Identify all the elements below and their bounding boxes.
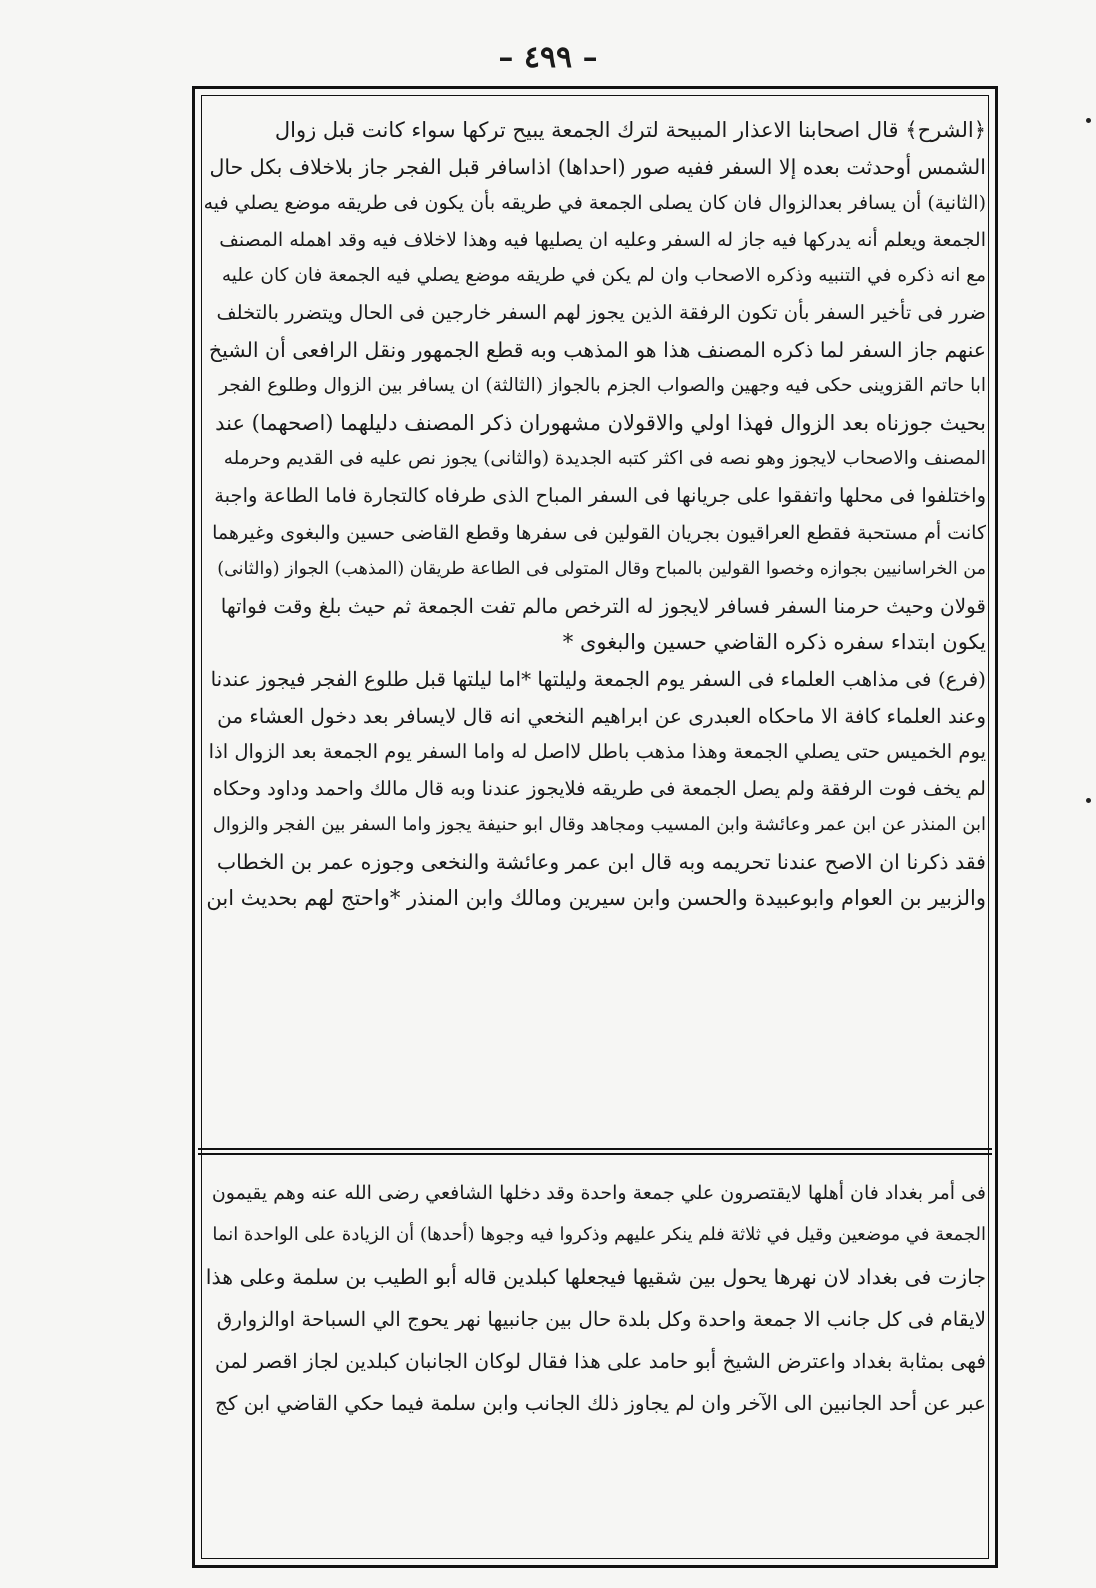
notes-line: الجمعة في موضعين وقيل في ثلاثة فلم ينكر عليهم وذكروا فيه وجوها (أحدها) أن الزيادة على الواحدة انما [212,1224,986,1245]
main-line: (الثانية) أن يسافر بعدالزوال فان كان يصلى الجمعة في طريقه بأن يكون فى طريقه موضع يصلي فيه [204,192,986,215]
notes-line: عبر عن أحد الجانبين الى الآخر وان لم يجاوز ذلك الجانب وابن سلمة فيما حكي القاضي ابن كج [214,1391,986,1415]
main-text-block [204,112,986,1157]
main-line: ﴿الشرح﴾ قال اصحابنا الاعذار المبيحة لترك الجمعة يبيح تركها سواء كانت قبل زوال [274,118,986,142]
main-line: قولان وحيث حرمنا السفر فسافر لايجوز له الترخص مالم تفت الجمعة ثم حيث بلغ وقت فواتها [220,593,986,618]
page-number: – ٤٩٩ – [498,40,598,75]
main-line: يكون ابتداء سفره ذكره القاضي حسين والبغوى * [562,630,986,655]
main-line: الشمس أوحدثت بعده إلا السفر ففيه صور (احداها) اذاسافر قبل الفجر جاز بلاخلاف بكل حال [209,154,986,179]
main-line: الجمعة ويعلم أنه يدركها فيه جاز له السفر وعليه ان يصليها فيه وهذا لاخلاف فيه وقد اهمله المصنف [219,228,986,251]
notes-line: فهى بمثابة بغداد واعترض الشيخ أبو حامد على هذا فقال لوكان الجانبان كبلدين لجاز اقصر لمن [215,1349,986,1373]
main-line: مع انه ذكره في التنبيه وذكره الاصحاب وان لم يكن في طريقه موضع يصلي فيه الجمعة فان كان عليه [221,265,986,287]
main-line: المصنف والاصحاب لايجوز وهو نصه فى اكثر كتبه الجديدة (والثانى) يجوز نص عليه فى القديم وحرمله [223,448,986,470]
main-line: واختلفوا فى محلها واتفقوا على جريانها فى السفر المباح الذى طرفاه كالتجارة فاما الطاعة واجبة [214,483,986,507]
main-line: لم يخف فوت الرفقة ولم يصل الجمعة فى طريقه فلايجوز عندنا وبه قال مالك واحمد وداود وحكاه [212,776,986,800]
main-line: ضرر فى تأخير السفر بأن تكون الرفقة الذين يجوز لهم السفر خارجين فى الحال ويتضرر بالتخلف [216,300,986,324]
main-line: كانت أم مستحبة فقطع العراقيون بجريان القولين فى سفرها وقطع القاضى حسين والبغوى وغيرهما [212,521,986,544]
notes-line: لايقام فى كل جانب الا جمعة واحدة وكل بلدة حال بين جانبيها نهر يحوج الي السباحة اوالزوارق [216,1307,986,1331]
main-line: وعند العلماء كافة الا ماحكاه العبدرى عن ابراهيم النخعي انه قال لايسافر بعد دخول العشاء من [217,703,986,728]
main-line: عنهم جاز السفر لما ذكره المصنف هذا هو المذهب وبه قطع الجمهور ونقل الرافعى أن الشيخ [208,337,986,362]
section-divider [198,1148,992,1150]
notes-line: جازت فى بغداد لان نهرها يحول بين شقيها فيجعلها كبلدين قاله أبو الطيب بن سلمة وعلى هذا [205,1265,986,1289]
main-line: بحيث جوزناه بعد الزوال فهذا اولي والاقولان مشهوران ذكر المصنف دليلهما (اصحهما) عند [215,410,986,435]
main-line: ابن المنذر عن ابن عمر وعائشة وابن المسيب ومجاهد وقال ابو حنيفة يجوز واما السفر بين الفجر والزوال [212,814,986,836]
main-line: (فرع) فى مذاهب العلماء فى السفر يوم الجمعة وليلتها *اما ليلتها قبل طلوع الفجر فيجوز عندنا [210,666,986,691]
main-line: من الخراسانيين بجوازه وخصوا القولين بالمباح وقال المتولى فى الطاعة طريقان (المذهب) الجواز (والثانى) [217,559,986,580]
notes-line: فى أمر بغداد فان أهلها لايقتصرون علي جمعة واحدة وقد دخلها الشافعي رضى الله عنه وهم يقيمون [211,1182,986,1204]
main-line: ابا حاتم القزوينى حكى فيه وجهين والصواب الجزم بالجواز (الثالثة) ان يسافر بين الزوال وطلوع الفجر [219,375,986,397]
main-line: يوم الخميس حتى يصلي الجمعة وهذا مذهب باطل لااصل له واما السفر يوم الجمعة بعد الزوال اذا [208,740,986,764]
scan-speck [1086,118,1091,123]
main-line: والزبير بن العوام وابوعبيدة والحسن وابن سيرين ومالك وابن المنذر *واحتج لهم بحديث ابن [206,886,986,911]
scan-speck [1086,798,1091,803]
section-divider [198,1153,992,1155]
main-line: فقد ذكرنا ان الاصح عندنا تحريمه وبه قال ابن عمر وعائشة والنخعى وجوزه عمر بن الخطاب [216,849,986,874]
notes-text-block [204,1172,986,1552]
